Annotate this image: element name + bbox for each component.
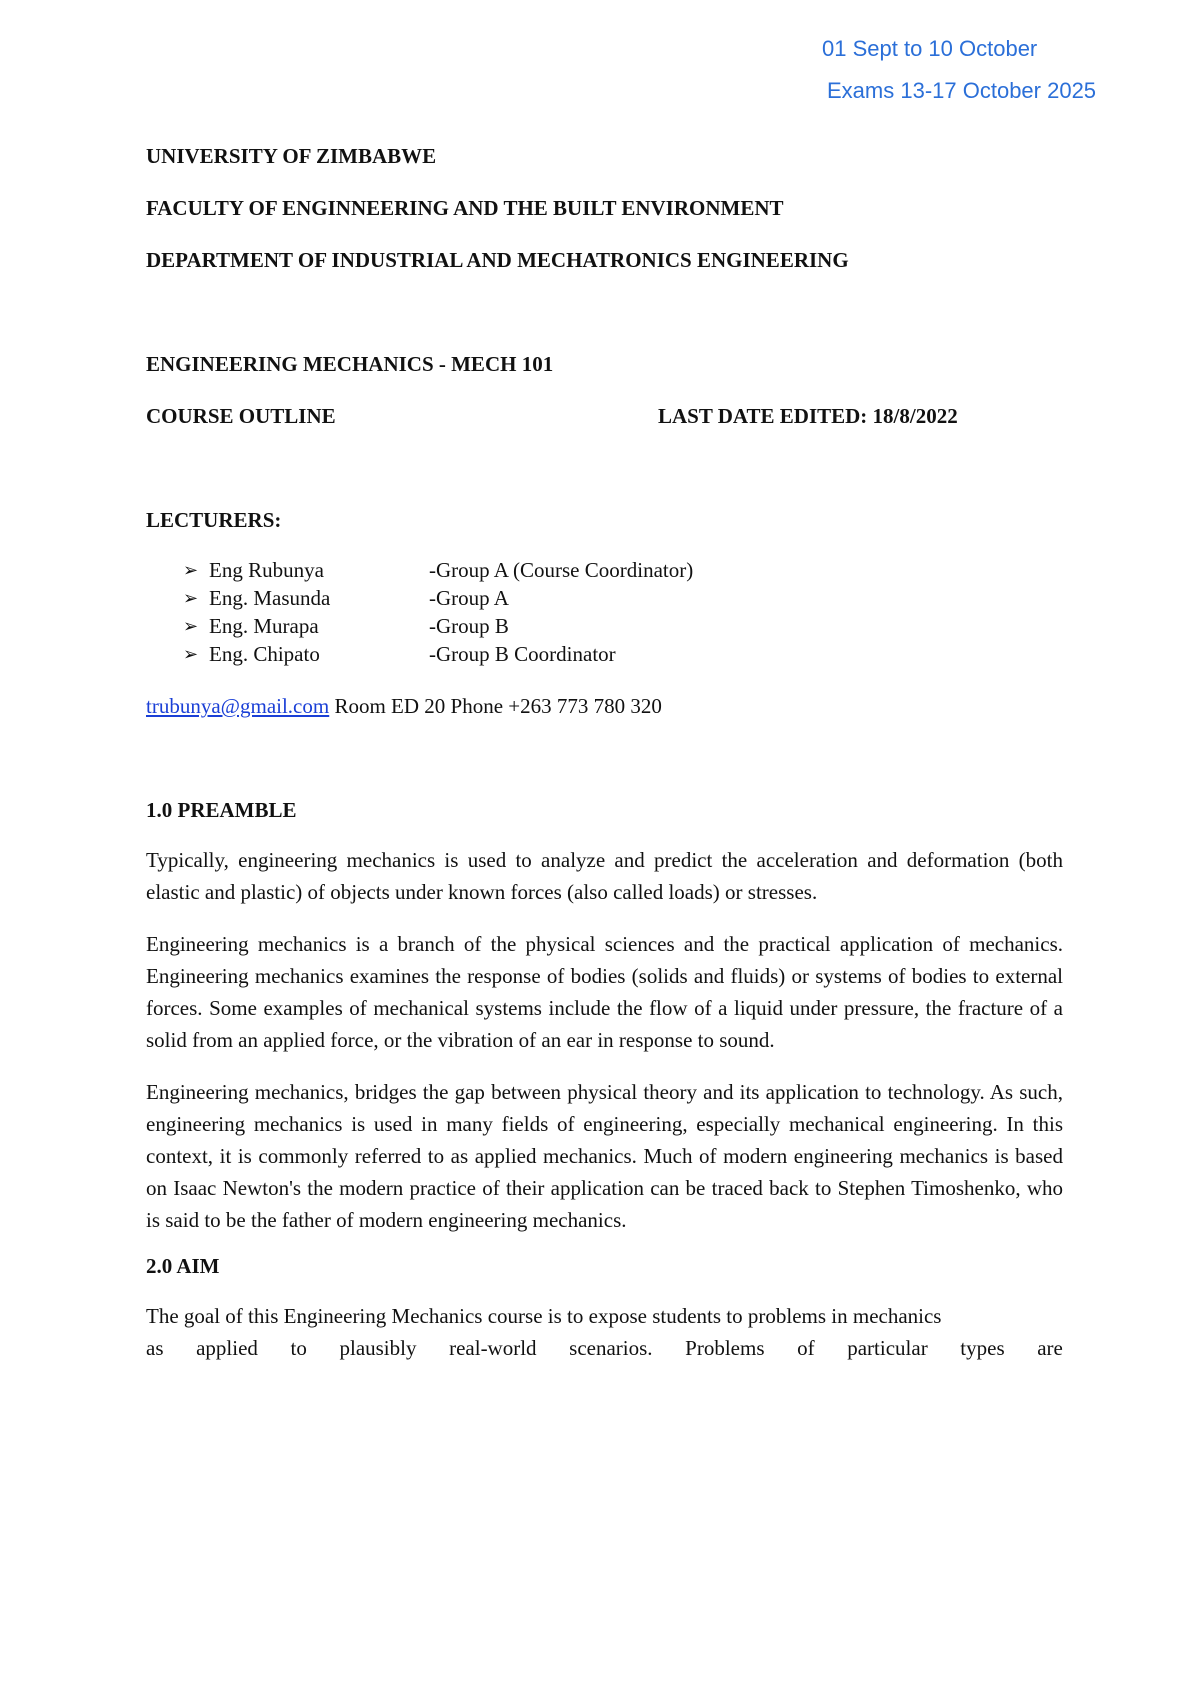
aim-word: applied [196, 1336, 258, 1360]
date-range-note: 01 Sept to 10 October [822, 36, 1038, 61]
lecturer-group: -Group A [429, 586, 509, 610]
aim-word: types [960, 1336, 1005, 1360]
preamble-paragraph: Typically, engineering mechanics is used to analyze and predict the acceleration and deformation (both elastic and plastic) of objects under known forces (also called loads) or stresses. [146, 848, 1063, 904]
course-title: ENGINEERING MECHANICS - MECH 101 [146, 352, 554, 376]
aim-word: plausibly [339, 1336, 417, 1360]
aim-word: scenarios. [569, 1336, 653, 1360]
document-page [146, 142, 1063, 1364]
aim-word: are [1037, 1336, 1063, 1360]
contact-details: Room ED 20 Phone +263 773 780 320 [329, 694, 662, 718]
university-name: UNIVERSITY OF ZIMBABWE [146, 144, 437, 168]
aim-word: to [290, 1336, 307, 1360]
aim-line-justified [146, 1332, 1063, 1364]
arrowhead-bullet-icon: ➢ [183, 616, 199, 636]
course-outline-label: COURSE OUTLINE [146, 404, 336, 428]
aim-word: as [146, 1336, 164, 1360]
aim-line: The goal of this Engineering Mechanics course is to expose students to problems in mechanics [146, 1304, 942, 1328]
last-edited-date: LAST DATE EDITED: 18/8/2022 [658, 404, 958, 428]
aim-paragraph [146, 1300, 1063, 1364]
arrowhead-bullet-icon: ➢ [183, 588, 199, 608]
lecturer-name: Eng Rubunya [209, 558, 324, 582]
lecturer-group: -Group B [429, 614, 509, 638]
aim-word: of [797, 1336, 815, 1360]
lecturer-item [146, 584, 1063, 612]
aim-heading: 2.0 AIM [146, 1254, 220, 1278]
lecturer-group: -Group A (Course Coordinator) [429, 558, 694, 582]
preamble-paragraph: Engineering mechanics, bridges the gap between physical theory and its application to technology. As such, engineering mechanics is used in many fields of engineering, especially mechanical engineering. In this context, it is commonly referred to as applied mechanics. Much of modern engineering mechanics is based on Isaac Newton's the modern practice of their application can be traced back to Stephen Timoshenko, who is said to be the father of modern engineering mechanics. [146, 1080, 1063, 1232]
email-link[interactable]: trubunya@gmail.com [146, 694, 330, 718]
lecturer-name: Eng. Chipato [209, 642, 320, 666]
lecturer-item [146, 556, 1063, 584]
department-name: DEPARTMENT OF INDUSTRIAL AND MECHATRONICS ENGINEERING [146, 248, 849, 272]
aim-word: real-world [449, 1336, 537, 1360]
lecturers-heading: LECTURERS: [146, 508, 282, 532]
contact-line [146, 692, 1063, 720]
preamble-heading: 1.0 PREAMBLE [146, 798, 297, 822]
arrowhead-bullet-icon: ➢ [183, 560, 199, 580]
exam-dates-note: Exams 13-17 October 2025 [827, 78, 1097, 103]
preamble-paragraph: Engineering mechanics is a branch of the physical sciences and the practical application of mechanics. Engineering mechanics examines the response of bodies (solids and fluids) or systems of bodies to external forces. Some examples of mechanical systems include the flow of a liquid under pressure, the fracture of a solid from an applied force, or the vibration of an ear in response to sound. [146, 932, 1063, 1052]
course-outline-row [146, 402, 1063, 430]
faculty-name: FACULTY OF ENGINNEERING AND THE BUILT ENVIRONMENT [146, 196, 784, 220]
aim-word: Problems [685, 1336, 765, 1360]
lecturer-item [146, 640, 1063, 668]
lecturer-list [146, 556, 1063, 668]
aim-word: particular [847, 1336, 928, 1360]
lecturer-name: Eng. Murapa [209, 614, 319, 638]
arrowhead-bullet-icon: ➢ [183, 644, 199, 664]
lecturer-group: -Group B Coordinator [429, 642, 616, 666]
lecturer-item [146, 612, 1063, 640]
lecturer-name: Eng. Masunda [209, 586, 331, 610]
